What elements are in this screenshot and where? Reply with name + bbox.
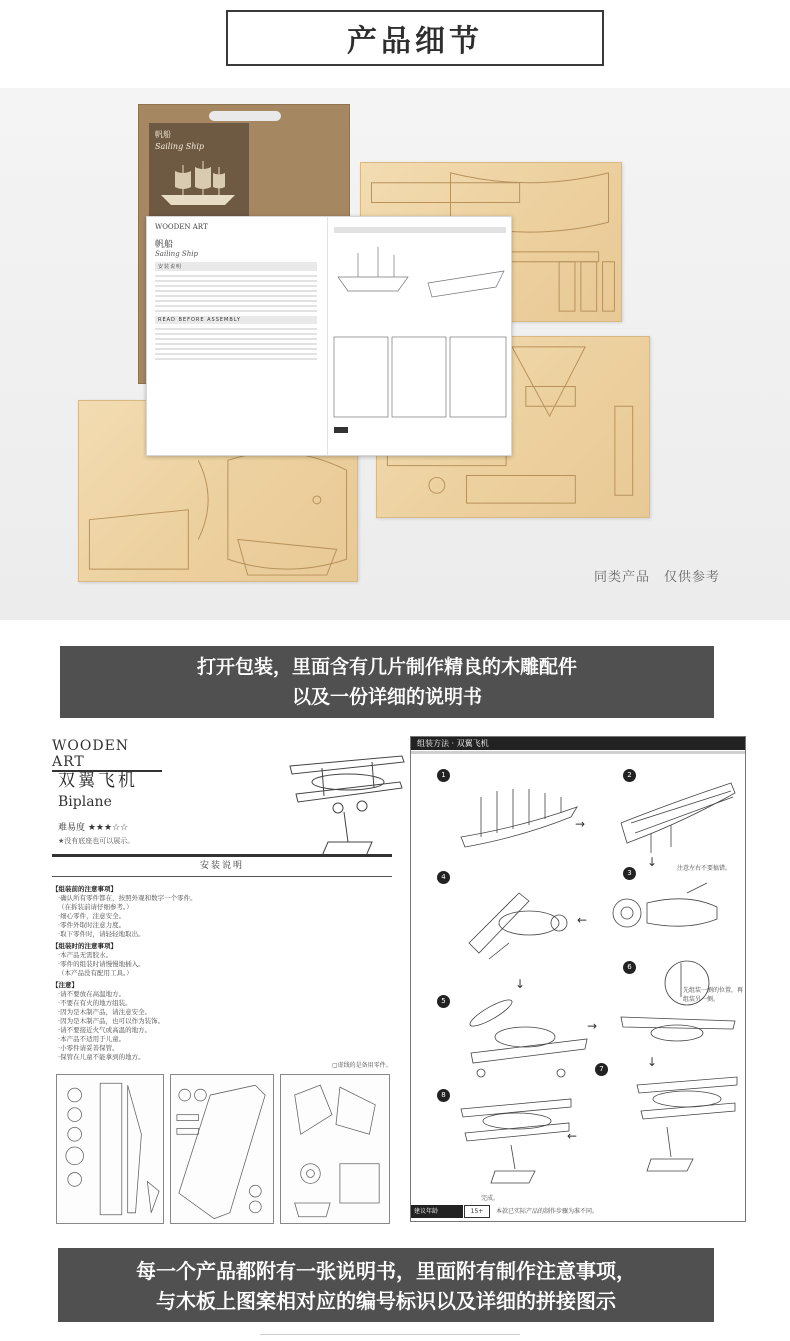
biplane-name-cn: 双翼飞机 bbox=[58, 771, 138, 791]
manual-diagrams bbox=[328, 217, 514, 457]
caption-2-line-2: 与木板上图案相对应的编号标识以及详细的拼接图示 bbox=[156, 1289, 616, 1313]
step-8-diagram bbox=[451, 1089, 581, 1189]
caption-1-line-1: 打开包装，里面含有几片制作精良的木雕配件 bbox=[196, 656, 577, 678]
step-1-diagram bbox=[451, 767, 581, 857]
notes-heading-1: 【组装前的注意事项】 bbox=[52, 885, 117, 893]
step-5-diagram bbox=[451, 993, 591, 1093]
assembly-header bbox=[411, 737, 745, 751]
note-line: ·请不要接近火气或高温的地方。 bbox=[58, 1026, 152, 1034]
difficulty-rating: 难易度 ★★★☆☆ bbox=[58, 823, 129, 833]
step-2-diagram bbox=[611, 773, 741, 861]
arrow-down-icon: ↓ bbox=[515, 977, 526, 991]
arrow-left-icon: ← bbox=[567, 1129, 578, 1143]
note-line: ·小零件请妥善保管。 bbox=[58, 1044, 119, 1052]
stand-note: ★没有底座也可以展示。 bbox=[58, 837, 135, 845]
divider bbox=[52, 876, 392, 877]
caption-2-line-1: 每一个产品都附有一张说明书，里面附有制作注意事项， bbox=[136, 1259, 636, 1283]
product-photo bbox=[0, 88, 790, 620]
step-6-note: 先组装一侧的位置，再组装另一侧。 bbox=[683, 987, 744, 1003]
hang-hole bbox=[209, 111, 281, 121]
manual-brand: WOODEN ART bbox=[155, 223, 208, 231]
arrow-right-icon: → bbox=[587, 1019, 598, 1033]
note-line: ·取下零件时，请轻轻地取出。 bbox=[58, 930, 145, 938]
step-number-7: 7 bbox=[595, 1063, 608, 1076]
bottom-divider bbox=[260, 1334, 520, 1335]
step-2-note: 注意左右不要搞错。 bbox=[677, 865, 732, 872]
manual-section-1: 安装说明 bbox=[155, 262, 317, 271]
step-number-4: 4 bbox=[437, 871, 450, 884]
step-6-diagram bbox=[611, 957, 744, 1057]
step-4-diagram bbox=[449, 873, 579, 973]
step-number-5: 5 bbox=[437, 995, 450, 1008]
manual-right-page bbox=[327, 217, 513, 455]
note-line: ·确认所有零件都在，按照外观和数字一个零件。 bbox=[58, 894, 197, 902]
note-line: ·本产品不适用于儿童。 bbox=[58, 1035, 126, 1043]
age-value: 15+ bbox=[464, 1205, 490, 1218]
manual-section-2: READ BEFORE ASSEMBLY bbox=[155, 316, 317, 324]
parts-sheet-2 bbox=[170, 1074, 274, 1224]
instructions-title: 安装说明 bbox=[199, 861, 244, 871]
step-7-diagram bbox=[607, 1067, 741, 1177]
reference-watermark: 同类产品 仅供参考 bbox=[593, 570, 720, 585]
assembly-notes bbox=[52, 882, 232, 1062]
manual-title-cn: 帆船 bbox=[155, 240, 174, 250]
step-number-3: 3 bbox=[623, 867, 636, 880]
ship-icon bbox=[155, 157, 241, 209]
assembly-steps-page bbox=[410, 736, 746, 1222]
note-line: ·保管在儿童不能拿到的地方。 bbox=[58, 1053, 145, 1061]
caption-1-line-2: 以及一份详细的说明书 bbox=[291, 686, 482, 708]
arrow-left-icon: ← bbox=[577, 913, 588, 927]
age-note: 本款已实际产品的制作步骤为准不同。 bbox=[496, 1208, 599, 1215]
biplane-brand: WOODEN ART bbox=[52, 738, 162, 772]
note-line: ·请不要放在高温地方。 bbox=[58, 990, 126, 998]
note-line: ·不要在有火的地方组装。 bbox=[58, 999, 132, 1007]
parts-sheet-3 bbox=[280, 1074, 390, 1224]
arrow-down-icon: ↓ bbox=[647, 1055, 658, 1069]
step-number-8: 8 bbox=[437, 1089, 450, 1102]
notes-heading-2: 【组装时的注意事项】 bbox=[52, 942, 117, 950]
note-line: ·因为是木制产品，请注意安全。 bbox=[58, 1008, 152, 1016]
note-line: ·零件外取时注意力度。 bbox=[58, 921, 126, 929]
notes-heading-3: 【注意】 bbox=[52, 981, 78, 989]
step-number-6: 6 bbox=[623, 961, 636, 974]
biplane-model-image bbox=[282, 752, 412, 864]
caption-banner-1 bbox=[60, 646, 714, 718]
age-label: 建议年龄 bbox=[411, 1205, 463, 1218]
note-line: ·零件的组装时请慢慢地插入。 bbox=[58, 960, 145, 968]
parts-diagram bbox=[57, 1075, 163, 1223]
manual-title-en: Sailing Ship bbox=[155, 250, 198, 258]
instruction-manual bbox=[146, 216, 512, 456]
biplane-name-en: Biplane bbox=[58, 794, 112, 810]
note-line: ·本产品无需胶水。 bbox=[58, 951, 113, 959]
step-3-diagram bbox=[607, 873, 737, 943]
note-line: ·细心零件，注意安全。 bbox=[58, 912, 126, 920]
package-name-cn: 帆船 bbox=[155, 130, 171, 139]
manual-left-page bbox=[147, 217, 325, 455]
assembly-header-text: 组装方法 · 双翼飞机 bbox=[417, 739, 489, 748]
spare-parts-legend: ▢虚线的是备用零件。 bbox=[332, 1062, 392, 1069]
parts-diagram bbox=[281, 1075, 389, 1223]
package-name-en: Sailing Ship bbox=[155, 142, 205, 151]
header-stripe bbox=[411, 751, 745, 754]
step-number-1: 1 bbox=[437, 769, 450, 782]
arrow-down-icon: ↓ bbox=[647, 855, 658, 869]
note-line: （在拆装前请仔细参考。） bbox=[58, 903, 133, 911]
package-label bbox=[149, 123, 249, 229]
arrow-right-icon: → bbox=[575, 817, 586, 831]
caption-banner-2 bbox=[58, 1248, 714, 1322]
parts-diagram bbox=[171, 1075, 273, 1223]
step-number-2: 2 bbox=[623, 769, 636, 782]
section-title: 产品细节 bbox=[226, 10, 604, 66]
step-8-note: 完成。 bbox=[481, 1195, 500, 1202]
note-line: ·因为是木制产品，也可以作为装饰。 bbox=[58, 1017, 165, 1025]
note-line: （本产品没有配用工具。） bbox=[58, 969, 133, 977]
parts-sheet-1 bbox=[56, 1074, 164, 1224]
biplane-manual-left bbox=[52, 730, 400, 1230]
